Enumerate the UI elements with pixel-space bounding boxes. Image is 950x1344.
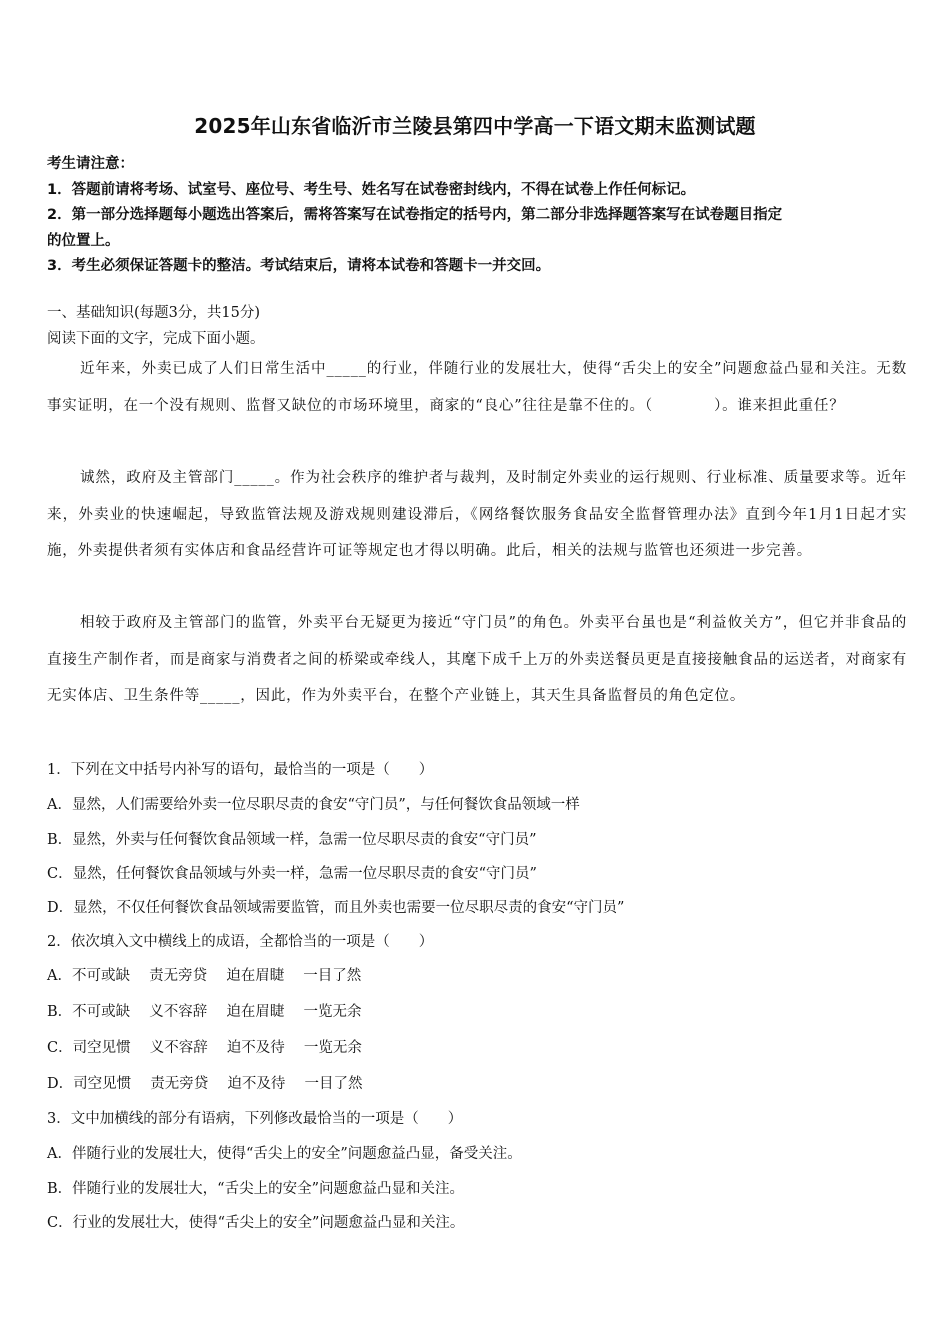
notice-item: 的位置上。 bbox=[47, 232, 120, 249]
notice-item: 2．第一部分选择题每小题选出答案后，需将答案写在试卷指定的括号内，第二部分非选择题答案写在试卷题目指定 bbox=[47, 207, 783, 223]
question-stem: 1．下列在文中括号内补写的语句，最恰当的一项是（ ） bbox=[47, 762, 434, 778]
question-stem: 2．依次填入文中横线上的成语，全都恰当的一项是（ ） bbox=[47, 934, 434, 950]
notice-item: 1．答题前请将考场、试室号、座位号、考生号、姓名写在试卷密封线内，不得在试卷上作任何标记。 bbox=[47, 181, 696, 198]
question-option: A．不可或缺 责无旁贷 迫在眉睫 一目了然 bbox=[47, 968, 362, 984]
question-option: C．行业的发展壮大，使得“舌尖上的安全”问题愈益凸显和关注。 bbox=[47, 1215, 465, 1231]
question-stem: 3．文中加横线的部分有语病，下列修改最恰当的一项是（ ） bbox=[47, 1111, 463, 1127]
page-title: 2025年山东省临沂市兰陵县第四中学高一下语文期末监测试题 bbox=[194, 114, 756, 138]
passage-paragraph: 近年来，外卖已成了人们日常生活中_____的行业，伴随行业的发展壮大，使得“舌尖上的安全”问题愈益凸显和关注。无数事实证明，在一个没有规则、监督又缺位的市场环境里，商家的“良心”往往是靠不住的。（ ）。谁来担此重任？ bbox=[47, 361, 907, 414]
passage-paragraph: 相较于政府及主管部门的监管，外卖平台无疑更为接近“守门员”的角色。外卖平台虽也是“利益攸关方”，但它并非食品的直接生产制作者，而是商家与消费者之间的桥梁或牵线人，其麾下成千上万的外卖送餐员更是直接接触食品的运送者，对商家有无实体店、卫生条件等_____，因此，作为外卖平台，在整个产业链上，其天生具备监督员的角色定位。 bbox=[47, 615, 907, 704]
passage-paragraph: 诚然，政府及主管部门_____。作为社会秩序的维护者与裁判，及时制定外卖业的运行规则、行业标准、质量要求等。近年来，外卖业的快速崛起，导致监管法规及游戏规则建设滞后，《网络餐饮服务食品安全监督管理办法》直到今年1月1日起才实施，外卖提供者须有实体店和食品经营许可证等规定也才得以明确。此后，相关的法规与监管也还须进一步完善。 bbox=[47, 470, 907, 559]
question-option: B．伴随行业的发展壮大，“舌尖上的安全”问题愈益凸显和关注。 bbox=[47, 1181, 464, 1197]
question-option: A．伴随行业的发展壮大，使得“舌尖上的安全”问题愈益凸显，备受关注。 bbox=[47, 1146, 522, 1162]
notice-block bbox=[47, 152, 907, 280]
question-option: C．显然，任何餐饮食品领域与外卖一样，急需一位尽职尽责的食安“守门员” bbox=[47, 866, 537, 882]
question-option: D．显然，不仅任何餐饮食品领域需要监管，而且外卖也需要一位尽职尽责的食安“守门员” bbox=[47, 900, 625, 916]
question-option: C．司空见惯 义不容辞 迫不及待 一览无余 bbox=[47, 1040, 362, 1056]
section-heading: 一、基础知识(每题3分，共15分) bbox=[47, 305, 260, 321]
question-option: A．显然，人们需要给外卖一位尽职尽责的食安“守门员”，与任何餐饮食品领域一样 bbox=[47, 797, 580, 813]
section-instruction: 阅读下面的文字，完成下面小题。 bbox=[47, 331, 265, 347]
notice-heading: 考生请注意： bbox=[47, 156, 134, 172]
question-option: B．显然，外卖与任何餐饮食品领域一样，急需一位尽职尽责的食安“守门员” bbox=[47, 832, 537, 848]
question-option: D．司空见惯 责无旁贷 迫不及待 一目了然 bbox=[47, 1076, 363, 1092]
question-option: B．不可或缺 义不容辞 迫在眉睫 一览无余 bbox=[47, 1004, 362, 1020]
notice-item: 3．考生必须保证答题卡的整洁。考试结束后，请将本试卷和答题卡一并交回。 bbox=[47, 258, 551, 274]
